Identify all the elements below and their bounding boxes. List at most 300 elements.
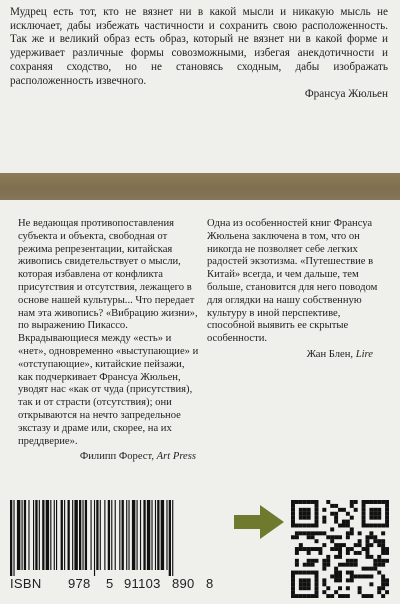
- qr-module: [315, 574, 319, 578]
- qr-module: [299, 582, 303, 586]
- barcode-bar: [56, 500, 57, 570]
- isbn-label: ISBN: [10, 576, 42, 591]
- qr-module: [346, 559, 350, 563]
- qr-module: [334, 516, 338, 520]
- qr-module: [291, 586, 295, 590]
- qr-module: [334, 590, 338, 594]
- qr-module: [330, 527, 334, 531]
- barcode-bar: [68, 500, 70, 570]
- qr-module: [369, 543, 373, 547]
- barcode-bar: [104, 500, 105, 570]
- qr-module: [303, 531, 307, 535]
- qr-module: [307, 508, 311, 512]
- qr-module: [350, 559, 354, 563]
- qr-module: [334, 504, 338, 508]
- barcode: [10, 500, 230, 576]
- qr-module: [381, 586, 385, 590]
- qr-module: [330, 539, 334, 543]
- review-left-text: Не ведающая противопоставления субъекта и объекта, свободная от режима репрезентации, китайская живопись свидетельствует о мысли, которая избавлена от конфликта присутствия и отсутствия, лежащего в основе нашей культуры... Что передает нам эта живопись? «Вибрацию жизни», по выражению Пикассо. Вкрадывающиеся между «есть» и «нет», одновременно «выступающие» и «отступающие», китайские пейзажи, как подчеркивает Франсуа Жюльен, уводят нас «как от чуда (присутствия), так и от страсти (отсутствия); они открываются на нечто запредельное экстазу и драме или, скорее, на их преддверие».: [18, 218, 199, 447]
- qr-module: [307, 516, 311, 520]
- qr-module: [354, 563, 358, 567]
- qr-module: [311, 547, 315, 551]
- qr-module: [334, 567, 338, 571]
- barcode-bar: [79, 500, 81, 570]
- qr-module: [338, 594, 342, 598]
- qr-module: [322, 578, 326, 582]
- qr-module: [358, 543, 362, 547]
- qr-module: [346, 512, 350, 516]
- qr-module: [377, 563, 381, 567]
- qr-module: [354, 543, 358, 547]
- qr-module: [377, 539, 381, 543]
- qr-module: [350, 563, 354, 567]
- qr-module: [346, 535, 350, 539]
- qr-module: [299, 524, 303, 528]
- qr-module: [362, 520, 366, 524]
- qr-module: [342, 543, 346, 547]
- qr-module: [299, 547, 303, 551]
- qr-module: [338, 547, 342, 551]
- qr-module: [307, 551, 311, 555]
- qr-module: [365, 594, 369, 598]
- barcode-bar: [61, 500, 63, 570]
- barcode-bar: [126, 500, 127, 570]
- barcode-bar: [100, 500, 101, 570]
- review-left: [18, 218, 200, 464]
- qr-module: [315, 524, 319, 528]
- qr-module: [291, 535, 295, 539]
- qr-module: [334, 555, 338, 559]
- qr-module: [346, 563, 350, 567]
- qr-module: [291, 571, 295, 575]
- barcode-bar: [64, 500, 65, 570]
- qr-module: [381, 574, 385, 578]
- qr-module: [365, 551, 369, 555]
- qr-module: [385, 578, 389, 582]
- qr-module: [295, 594, 299, 598]
- qr-module: [295, 559, 299, 563]
- qr-module: [346, 531, 350, 535]
- qr-module: [326, 500, 330, 504]
- qr-module: [334, 543, 338, 547]
- qr-module: [362, 500, 366, 504]
- qr-module: [385, 547, 389, 551]
- qr-module: [377, 590, 381, 594]
- qr-module: [315, 586, 319, 590]
- qr-module: [326, 594, 330, 598]
- epigraph-text: Мудрец есть тот, кто не вязнет ни в какой мысли и никакую мысль не исключает, дабы избежать частичности и сохранить свою расположенность. Так же и великий образ есть образ, который не вязнет ни в какой форме и удерживает различные формы совозможными, избегая анекдотичности и сохраняя сходство, но не становясь сходным, дабы изображать расположенность извечного.: [10, 6, 388, 87]
- qr-module: [369, 582, 373, 586]
- qr-module: [303, 547, 307, 551]
- qr-module: [315, 578, 319, 582]
- qr-module: [322, 543, 326, 547]
- barcode-bar: [50, 500, 51, 570]
- qr-module: [373, 563, 377, 567]
- qr-module: [295, 531, 299, 535]
- qr-module: [369, 524, 373, 528]
- isbn-part: 5: [106, 576, 114, 591]
- barcode-bar: [13, 500, 14, 576]
- qr-module: [322, 520, 326, 524]
- qr-module: [326, 563, 330, 567]
- qr-module: [299, 516, 303, 520]
- qr-module: [365, 524, 369, 528]
- qr-module: [365, 500, 369, 504]
- epigraph-author: Франсуа Жюльен: [304, 88, 388, 101]
- qr-code-icon: [291, 500, 389, 598]
- qr-module: [295, 500, 299, 504]
- qr-module: [334, 520, 338, 524]
- qr-module: [346, 586, 350, 590]
- qr-module: [377, 543, 381, 547]
- qr-module: [299, 578, 303, 582]
- qr-module: [318, 547, 322, 551]
- qr-module: [303, 586, 307, 590]
- qr-module: [381, 531, 385, 535]
- qr-module: [338, 551, 342, 555]
- qr-module: [377, 571, 381, 575]
- qr-module: [303, 524, 307, 528]
- qr-module: [362, 594, 366, 598]
- qr-module: [315, 531, 319, 535]
- qr-module: [365, 535, 369, 539]
- qr-module: [342, 508, 346, 512]
- qr-module: [322, 559, 326, 563]
- qr-module: [338, 555, 342, 559]
- qr-module: [315, 547, 319, 551]
- qr-module: [307, 559, 311, 563]
- isbn-part: 978: [68, 576, 91, 591]
- qr-module: [350, 578, 354, 582]
- qr-module: [373, 512, 377, 516]
- qr-module: [326, 559, 330, 563]
- qr-module: [342, 563, 346, 567]
- qr-module: [291, 524, 295, 528]
- qr-module: [295, 571, 299, 575]
- qr-module: [315, 571, 319, 575]
- qr-module: [365, 567, 369, 571]
- qr-module: [381, 594, 385, 598]
- qr-module: [303, 571, 307, 575]
- qr-module: [381, 563, 385, 567]
- barcode-bar: [143, 500, 145, 570]
- qr-module: [373, 524, 377, 528]
- isbn-part: 8: [206, 576, 214, 591]
- qr-module: [291, 516, 295, 520]
- barcode-bar: [111, 500, 112, 570]
- barcode-bar: [10, 500, 12, 576]
- qr-module: [307, 571, 311, 575]
- qr-module: [358, 551, 362, 555]
- qr-module: [350, 547, 354, 551]
- qr-module: [295, 535, 299, 539]
- qr-module: [373, 516, 377, 520]
- qr-module: [369, 574, 373, 578]
- qr-module: [377, 508, 381, 512]
- barcode-bar: [137, 500, 138, 570]
- qr-module: [381, 559, 385, 563]
- qr-module: [295, 563, 299, 567]
- barcode-bar: [85, 500, 87, 570]
- qr-module: [291, 582, 295, 586]
- qr-module: [326, 555, 330, 559]
- qr-module: [350, 571, 354, 575]
- qr-module: [303, 516, 307, 520]
- review-left-author: Филипп Форест,: [79, 451, 154, 463]
- qr-module: [322, 590, 326, 594]
- qr-module: [291, 500, 295, 504]
- qr-module: [307, 586, 311, 590]
- qr-module: [385, 524, 389, 528]
- qr-module: [350, 527, 354, 531]
- qr-module: [369, 594, 373, 598]
- qr-module: [338, 524, 342, 528]
- review-right: [207, 218, 387, 362]
- qr-module: [315, 516, 319, 520]
- qr-module: [362, 512, 366, 516]
- review-right-text: Одна из особенностей книг Франсуа Жюльена заключена в том, что он никогда не позволяет себе легких радостей экзотизма. «Путешествие в Китай» всегда, и чем дальше, тем больше, становится для него поводом для оглядки на нашу собственную культуру в иной перспективе, способной выявить ее скрытые особенности.: [207, 218, 378, 345]
- qr-module: [303, 500, 307, 504]
- isbn-part: 890: [172, 576, 195, 591]
- qr-module: [346, 578, 350, 582]
- qr-module: [291, 504, 295, 508]
- qr-module: [315, 582, 319, 586]
- qr-module: [342, 520, 346, 524]
- qr-module: [338, 586, 342, 590]
- barcode-bar: [35, 500, 37, 570]
- qr-module: [358, 590, 362, 594]
- arrow-right-icon: [234, 505, 284, 539]
- qr-module: [346, 571, 350, 575]
- qr-module: [303, 594, 307, 598]
- qr-module: [377, 555, 381, 559]
- qr-module: [315, 504, 319, 508]
- qr-module: [354, 508, 358, 512]
- barcode-bar: [172, 500, 173, 576]
- qr-module: [311, 559, 315, 563]
- barcode-bar: [132, 500, 135, 570]
- qr-module: [334, 578, 338, 582]
- qr-module: [291, 590, 295, 594]
- qr-module: [346, 594, 350, 598]
- qr-module: [315, 539, 319, 543]
- qr-module: [350, 500, 354, 504]
- qr-module: [334, 571, 338, 575]
- qr-module: [291, 508, 295, 512]
- qr-module: [369, 555, 373, 559]
- review-left-source: Art Press: [156, 451, 196, 463]
- qr-module: [334, 535, 338, 539]
- qr-module: [311, 524, 315, 528]
- qr-module: [381, 547, 385, 551]
- qr-module: [326, 535, 330, 539]
- qr-module: [381, 539, 385, 543]
- qr-module: [381, 524, 385, 528]
- qr-module: [303, 563, 307, 567]
- qr-module: [377, 524, 381, 528]
- qr-module: [299, 586, 303, 590]
- barcode-bar: [22, 500, 23, 570]
- qr-module: [322, 508, 326, 512]
- qr-module: [334, 547, 338, 551]
- barcode-bar: [96, 500, 98, 570]
- barcode-bar: [166, 500, 167, 570]
- isbn-part: 91103: [124, 576, 161, 591]
- qr-module: [299, 508, 303, 512]
- barcode-bar: [119, 500, 120, 570]
- qr-module: [291, 512, 295, 516]
- qr-module: [311, 500, 315, 504]
- qr-module: [381, 500, 385, 504]
- qr-module: [311, 563, 315, 567]
- qr-module: [299, 512, 303, 516]
- qr-module: [377, 500, 381, 504]
- qr-module: [362, 524, 366, 528]
- qr-module: [373, 508, 377, 512]
- qr-module: [291, 594, 295, 598]
- review-right-signature: [207, 349, 373, 362]
- qr-module: [369, 535, 373, 539]
- qr-module: [373, 535, 377, 539]
- qr-module: [315, 500, 319, 504]
- qr-module: [354, 574, 358, 578]
- qr-module: [315, 508, 319, 512]
- barcode-bar: [161, 500, 164, 570]
- barcode-bar: [46, 500, 49, 570]
- barcode-bar: [151, 500, 152, 570]
- qr-module: [291, 520, 295, 524]
- qr-module: [311, 594, 315, 598]
- qr-module: [303, 582, 307, 586]
- qr-module: [369, 512, 373, 516]
- review-right-author: Жан Блен,: [306, 348, 354, 360]
- qr-module: [303, 578, 307, 582]
- qr-module: [362, 567, 366, 571]
- qr-module: [338, 578, 342, 582]
- qr-module: [385, 551, 389, 555]
- barcode-bar: [82, 500, 83, 570]
- qr-module: [385, 516, 389, 520]
- qr-module: [303, 512, 307, 516]
- qr-module: [369, 508, 373, 512]
- barcode-bar: [74, 500, 77, 570]
- barcode-bar: [140, 500, 141, 570]
- qr-module: [315, 520, 319, 524]
- qr-module: [377, 559, 381, 563]
- barcode-bar: [147, 500, 150, 570]
- qr-module: [291, 578, 295, 582]
- qr-module: [365, 547, 369, 551]
- qr-module: [365, 543, 369, 547]
- qr-module: [338, 535, 342, 539]
- qr-module: [385, 590, 389, 594]
- qr-module: [311, 535, 315, 539]
- qr-module: [326, 586, 330, 590]
- qr-module: [330, 547, 334, 551]
- qr-module: [377, 512, 381, 516]
- qr-module: [315, 559, 319, 563]
- barcode-bar: [91, 500, 92, 570]
- qr-module: [307, 524, 311, 528]
- qr-module: [307, 535, 311, 539]
- qr-module: [330, 535, 334, 539]
- qr-module: [365, 555, 369, 559]
- qr-module: [330, 504, 334, 508]
- review-right-source: Lire: [355, 348, 373, 360]
- qr-module: [295, 551, 299, 555]
- qr-module: [373, 567, 377, 571]
- qr-module: [307, 578, 311, 582]
- barcode-bar: [128, 500, 129, 570]
- qr-module: [385, 582, 389, 586]
- barcode-bar: [72, 500, 73, 570]
- barcode-bar: [39, 500, 40, 570]
- barcode-bar: [108, 500, 110, 570]
- barcode-bar: [17, 500, 20, 570]
- qr-module: [365, 539, 369, 543]
- barcode-bar: [54, 500, 55, 570]
- qr-module: [338, 508, 342, 512]
- qr-module: [358, 574, 362, 578]
- qr-module: [318, 551, 322, 555]
- qr-module: [362, 574, 366, 578]
- qr-module: [358, 539, 362, 543]
- qr-module: [299, 500, 303, 504]
- qr-module: [330, 512, 334, 516]
- qr-module: [338, 571, 342, 575]
- qr-module: [381, 551, 385, 555]
- qr-module: [346, 547, 350, 551]
- qr-module: [307, 500, 311, 504]
- qr-module: [373, 539, 377, 543]
- barcode-bar: [157, 500, 159, 570]
- qr-module: [346, 520, 350, 524]
- qr-module: [342, 524, 346, 528]
- qr-module: [330, 594, 334, 598]
- qr-module: [362, 508, 366, 512]
- qr-module: [362, 547, 366, 551]
- barcode-bar: [155, 500, 156, 570]
- qr-module: [350, 516, 354, 520]
- qr-module: [385, 520, 389, 524]
- qr-module: [350, 531, 354, 535]
- qr-module: [291, 574, 295, 578]
- qr-module: [322, 582, 326, 586]
- qr-module: [295, 524, 299, 528]
- qr-module: [381, 578, 385, 582]
- qr-module: [369, 516, 373, 520]
- qr-module: [307, 547, 311, 551]
- qr-module: [311, 571, 315, 575]
- qr-module: [307, 531, 311, 535]
- qr-module: [299, 543, 303, 547]
- qr-module: [318, 531, 322, 535]
- qr-module: [358, 531, 362, 535]
- qr-module: [373, 559, 377, 563]
- qr-module: [354, 500, 358, 504]
- qr-module: [342, 594, 346, 598]
- qr-module: [350, 504, 354, 508]
- qr-module: [338, 563, 342, 567]
- epigraph: [10, 6, 388, 102]
- qr-module: [362, 504, 366, 508]
- qr-module: [311, 531, 315, 535]
- qr-module: [381, 582, 385, 586]
- qr-module: [385, 512, 389, 516]
- qr-module: [334, 574, 338, 578]
- barcode-bar: [122, 500, 124, 570]
- qr-module: [373, 500, 377, 504]
